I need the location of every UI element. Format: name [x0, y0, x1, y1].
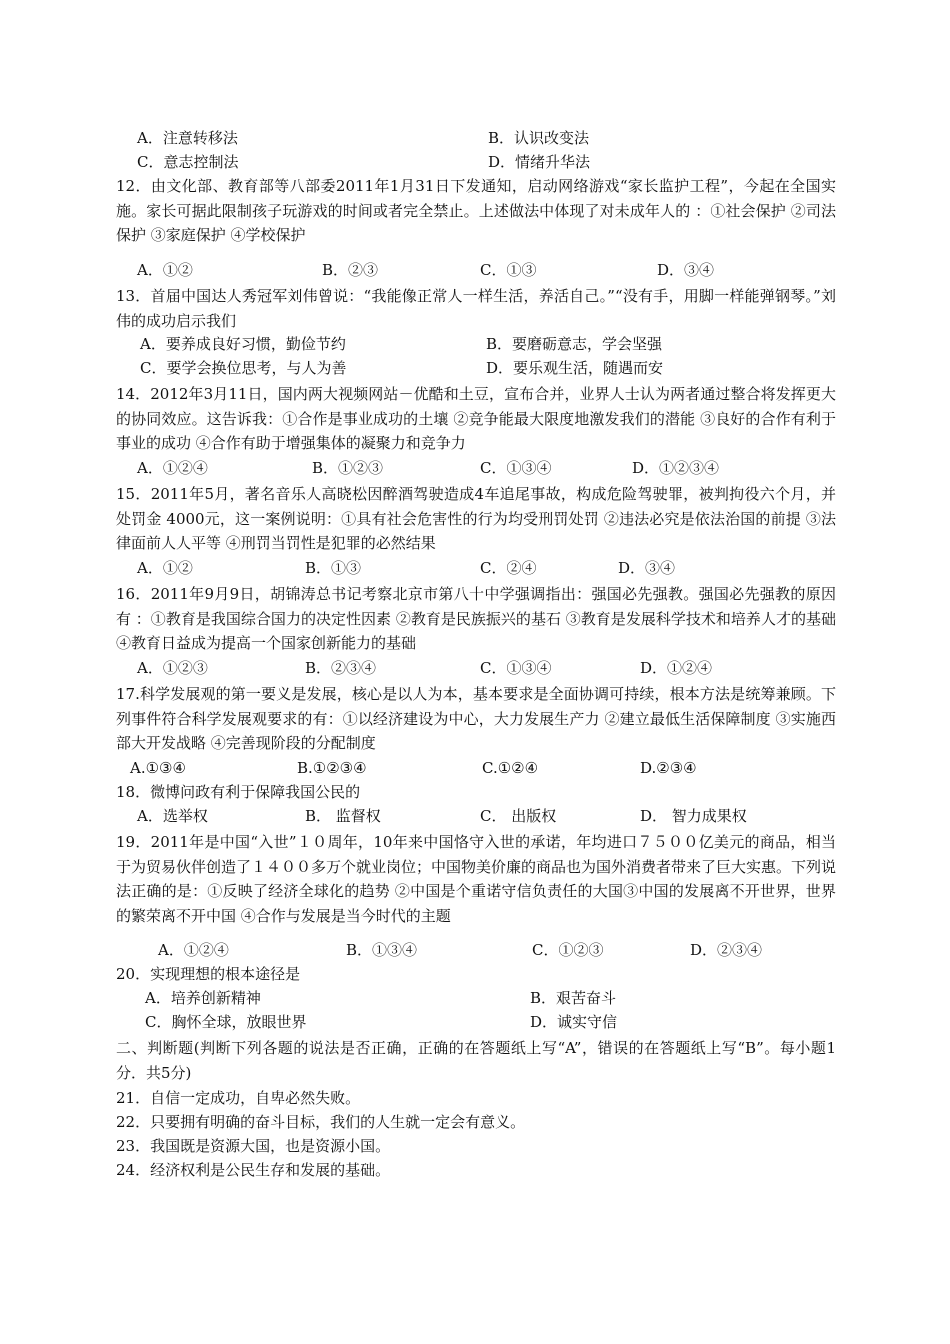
q22-statement: 22．只要拥有明确的奋斗目标，我们的人生就一定会有意义。 [116, 1113, 526, 1131]
q14-option-d: D．①②③④ [632, 459, 720, 477]
q11-option-d: D．情绪升华法 [488, 153, 591, 171]
q18-option-c: C． 出版权 [480, 807, 557, 825]
q20-option-d: D．诚实守信 [530, 1013, 618, 1031]
q19-option-c: C．①②③ [532, 941, 604, 959]
q14-option-b: B．①②③ [312, 459, 384, 477]
q15-stem: 15．2011年5月，著名音乐人高晓松因醉酒驾驶造成4车追尾事故，构成危险驾驶罪，被判拘役六个月，并处罚金 4000元，这一案例说明：①具有社会危害性的行为均受刑罚处罚 ②违法必究是依法治国的前提 ③法律面前人人平等 ④刑罚当罚性是犯罪的必然结果 [116, 485, 836, 552]
q21-statement: 21．自信一定成功，自卑必然失败。 [116, 1089, 361, 1107]
q11-option-a: A．注意转移法 [137, 129, 238, 147]
q13-option-c: C．要学会换位思考，与人为善 [140, 359, 347, 377]
q15-option-a: A．①② [137, 559, 193, 577]
q19-option-a: A．①②④ [158, 941, 229, 959]
q24-statement: 24．经济权利是公民生存和发展的基础。 [116, 1161, 391, 1179]
q14-option-a: A．①②④ [137, 459, 208, 477]
q17-option-a: A.①③④ [130, 759, 186, 777]
q17-stem: 17.科学发展观的第一要义是发展，核心是以人为本，基本要求是全面协调可持续，根本方法是统筹兼顾。下列事件符合科学发展观要求的有：①以经济建设为中心，大力发展生产力 ②建立最低生活保障制度 ③实施西部大开发战略 ④完善现阶段的分配制度 [116, 685, 836, 752]
q17-option-d: D.②③④ [640, 759, 697, 777]
q11-option-b: B．认识改变法 [488, 129, 590, 147]
q12-stem: 12．由文化部、教育部等八部委2011年1月31日下发通知，启动网络游戏“家长监护工程”，今起在全国实施。家长可据此限制孩子玩游戏的时间或者完全禁止。上述做法中体现了对未成年人的 ：①社会保护 ②司法保护 ③家庭保护 ④学校保护 [116, 177, 836, 244]
q13-stem: 13．首届中国达人秀冠军刘伟曾说：“我能像正常人一样生活，养活自己。”“没有手，用脚一样能弹钢琴。”刘伟的成功启示我们 [116, 287, 836, 330]
q13-option-b: B．要磨砺意志，学会坚强 [486, 335, 663, 353]
q12-option-b: B．②③ [322, 261, 379, 279]
q12-option-c: C．①③ [480, 261, 537, 279]
q13-option-d: D．要乐观生活，随遇而安 [486, 359, 664, 377]
q20-option-b: B．艰苦奋斗 [530, 989, 617, 1007]
q18-option-d: D． 智力成果权 [640, 807, 747, 825]
q19-option-d: D．②③④ [690, 941, 763, 959]
q14-stem: 14．2012年3月11日，国内两大视频网站－优酷和土豆，宣布合并，业界人士认为两者通过整合将发挥更大的协同效应。这告诉我：①合作是事业成功的土壤 ②竞争能最大限度地激发我们的潜能 ③良好的合作有利于事业的成功 ④合作有助于增强集体的凝聚力和竞争力 [116, 385, 836, 452]
q20-option-c: C．胸怀全球，放眼世界 [145, 1013, 307, 1031]
q17-option-b: B.①②③④ [297, 759, 367, 777]
q18-stem: 18．微博问政有利于保障我国公民的 [116, 783, 361, 801]
q16-option-b: B．②③④ [305, 659, 377, 677]
q16-option-d: D．①②④ [640, 659, 713, 677]
q12-option-d: D．③④ [657, 261, 715, 279]
q18-option-a: A．选举权 [137, 807, 208, 825]
q23-statement: 23．我国既是资源大国，也是资源小国。 [116, 1137, 391, 1155]
q15-option-d: D．③④ [618, 559, 676, 577]
q11-option-c: C．意志控制法 [137, 153, 239, 171]
q16-stem: 16．2011年9月9日，胡锦涛总书记考察北京市第八十中学强调指出：强国必先强教。强国必先强教的原因有 ：①教育是我国综合国力的决定性因素 ②教育是民族振兴的基石 ③教育是发展科学技术和培养人才的基础 ④教育日益成为提高一个国家创新能力的基础 [116, 585, 836, 652]
q12-option-a: A．①② [137, 261, 193, 279]
q15-option-b: B．①③ [305, 559, 362, 577]
q16-option-c: C．①③④ [480, 659, 552, 677]
q19-option-b: B．①③④ [346, 941, 418, 959]
q15-option-c: C．②④ [480, 559, 537, 577]
q16-option-a: A．①②③ [137, 659, 208, 677]
q20-option-a: A．培养创新精神 [145, 989, 261, 1007]
q17-option-c: C.①②④ [482, 759, 539, 777]
q18-option-b: B． 监督权 [305, 807, 381, 825]
section2-heading: 二、判断题(判断下列各题的说法是否正确，正确的在答题纸上写“A”，错误的在答题纸上写“B”。每小题1分．共5分) [116, 1039, 836, 1082]
q19-stem: 19．2011年是中国“入世”１０周年，10年来中国恪守入世的承诺，年均进口７５００亿美元的商品，相当于为贸易伙伴创造了１４００多万个就业岗位；中国物美价廉的商品也为国外消费者带来了巨大实惠。下列说法正确的是：①反映了经济全球化的趋势 ②中国是个重诺守信负责任的大国③中国的发展离不开世界，世界的繁荣离不开中国 ④合作与发展是当今时代的主题 [116, 833, 837, 925]
q13-option-a: A．要养成良好习惯，勤俭节约 [140, 335, 346, 353]
q20-stem: 20．实现理想的根本途径是 [116, 965, 301, 983]
q14-option-c: C．①③④ [480, 459, 552, 477]
